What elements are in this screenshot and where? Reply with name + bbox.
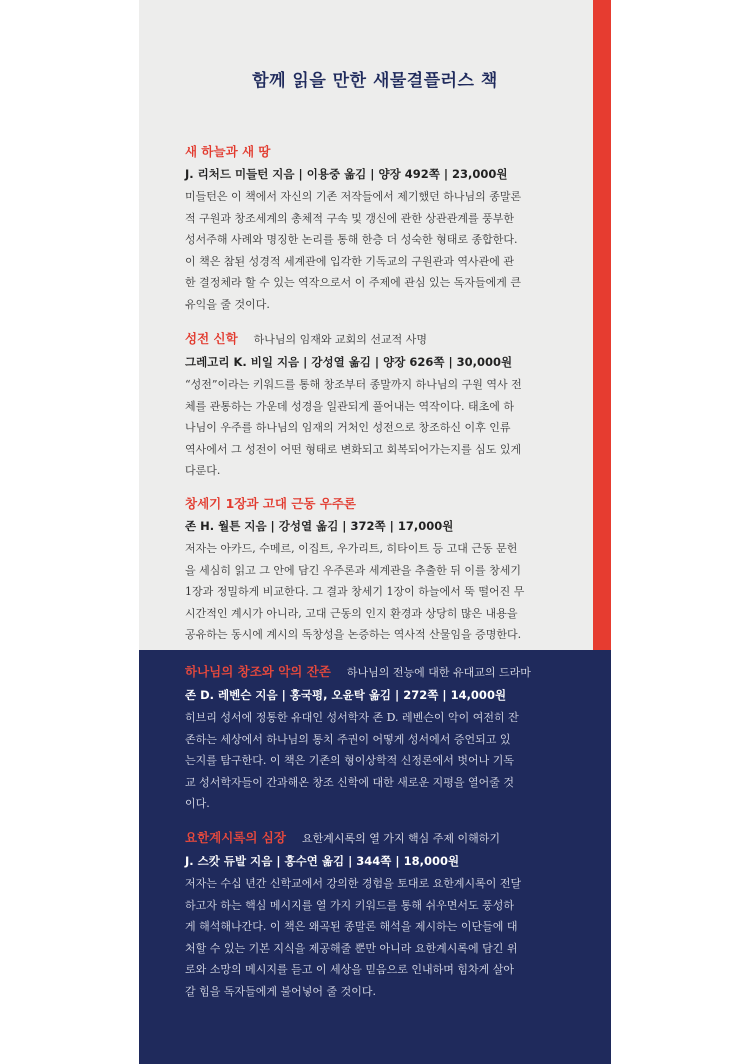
book-description bbox=[185, 186, 565, 316]
description-line: 공유하는 동시에 계시의 독창성을 논증하는 역사적 산물임을 증명한다. bbox=[185, 628, 522, 642]
description-line: 이다. bbox=[185, 797, 210, 811]
book-title-line bbox=[185, 330, 565, 349]
description-line: 갈 힘을 독자들에게 불어넣어 줄 것이다. bbox=[185, 984, 376, 998]
description-line: 히브리 성서에 정통한 유대인 성서학자 존 D. 레벤슨이 악이 여전히 잔 bbox=[185, 711, 519, 724]
book-subtitle: 하나님의 임재와 교회의 선교적 사명 bbox=[253, 333, 428, 346]
description-line: 역사에서 그 성전이 어떤 형태로 변화되고 회복되어가는지를 심도 있게 bbox=[185, 442, 522, 456]
description-line: 을 세심히 읽고 그 안에 담긴 우주론과 세계관을 추출한 뒤 이를 창세기 bbox=[185, 563, 521, 577]
description-line: 저자는 아카드, 수메르, 이집트, 우가리트, 히타이트 등 고대 근동 문헌 bbox=[185, 542, 518, 555]
book-title-line bbox=[185, 663, 565, 682]
book-entry bbox=[185, 143, 565, 316]
book-entry bbox=[185, 663, 565, 815]
description-line: 게 해석해나간다. 이 책은 왜곡된 종말론 해석을 제시하는 이단들에 대 bbox=[185, 920, 518, 934]
book-description bbox=[185, 538, 565, 646]
page-heading: 함께 읽을 만한 새물결플러스 책 bbox=[252, 71, 498, 91]
description-line: 나님이 우주를 하나님의 임재의 거처인 성전으로 창조하신 이후 인류 bbox=[185, 421, 511, 435]
book-description bbox=[185, 873, 565, 1003]
book-subtitle: 하나님의 전능에 대한 유대교의 드라마 bbox=[346, 666, 531, 679]
book-description bbox=[185, 707, 565, 815]
book-entry bbox=[185, 495, 565, 646]
book-meta: J. 스캇 듀발 지음 | 홍수연 옮김 | 344쪽 | 18,000원 bbox=[185, 854, 460, 868]
description-line: 존하는 세상에서 하나님의 통치 주권이 어떻게 성서에서 증언되고 있 bbox=[185, 732, 511, 746]
description-line: 체를 관통하는 가운데 성경을 일관되게 풀어내는 역작이다. 태초에 하 bbox=[185, 399, 514, 413]
book-description bbox=[185, 374, 565, 482]
book-entry bbox=[185, 330, 565, 482]
book-title: 새 하늘과 새 땅 bbox=[185, 144, 271, 159]
description-line: 시간적인 계시가 아니라, 고대 근동의 인지 환경과 상당히 많은 내용을 bbox=[185, 606, 518, 620]
description-line: 이 책은 참된 성경적 세계관에 입각한 기독교의 구원관과 역사관에 관 bbox=[185, 254, 514, 268]
description-line: 적 구원과 창조세계의 총체적 구속 및 갱신에 관한 상관관계를 풍부한 bbox=[185, 211, 514, 225]
book-meta: 그레고리 K. 비일 지음 | 강성열 옮김 | 양장 626쪽 | 30,000원 bbox=[185, 355, 513, 369]
description-line: “성전”이라는 키워드를 통해 창조부터 종말까지 하나님의 구원 역사 전 bbox=[185, 378, 522, 391]
book-meta: 존 H. 월튼 지음 | 강성열 옮김 | 372쪽 | 17,000원 bbox=[185, 519, 454, 533]
description-line: 로와 소망의 메시지를 듣고 이 세상을 믿음으로 인내하며 힘차게 살아 bbox=[185, 963, 514, 977]
book-title-line bbox=[185, 829, 565, 848]
description-line: 유익을 줄 것이다. bbox=[185, 297, 270, 311]
book-title-line bbox=[185, 143, 565, 161]
description-line: 한 결정체라 할 수 있는 역작으로서 이 주제에 관심 있는 독자들에게 큰 bbox=[185, 276, 521, 290]
book-title: 요한계시록의 심장 bbox=[185, 830, 286, 845]
book-title: 하나님의 창조와 악의 잔존 bbox=[185, 664, 331, 679]
description-line: 교 성서학자들이 간과해온 창조 신학에 대한 새로운 지평을 열어줄 것 bbox=[185, 775, 514, 789]
description-line: 성서주해 사례와 명징한 논리를 통해 한층 더 성숙한 형태로 종합한다. bbox=[185, 233, 518, 247]
description-line: 저자는 수십 년간 신학교에서 강의한 경험을 토대로 요한계시록이 전달 bbox=[185, 877, 522, 890]
book-entry bbox=[185, 829, 565, 1003]
description-line: 다룬다. bbox=[185, 464, 221, 478]
description-line: 미들턴은 이 책에서 자신의 기존 저작들에서 제기했던 하나님의 종말론 bbox=[185, 190, 522, 203]
description-line: 처할 수 있는 기본 지식을 제공해줄 뿐만 아니라 요한계시록에 담긴 위 bbox=[185, 941, 518, 955]
book-list-page bbox=[139, 0, 611, 1064]
description-line: 하고자 하는 핵심 메시지를 열 가지 키워드를 통해 쉬우면서도 풍성하 bbox=[185, 898, 514, 912]
description-line: 1장과 정밀하게 비교한다. 그 결과 창세기 1장이 하늘에서 뚝 떨어진 무 bbox=[185, 585, 525, 599]
book-meta: J. 리처드 미들턴 지음 | 이용중 옮김 | 양장 492쪽 | 23,000원 bbox=[185, 167, 508, 181]
book-title: 성전 신학 bbox=[185, 331, 238, 346]
book-meta: 존 D. 레벤슨 지음 | 홍국평, 오윤탁 옮김 | 272쪽 | 14,000원 bbox=[185, 688, 507, 702]
description-line: 는지를 탐구한다. 이 책은 기존의 형이상학적 신정론에서 벗어나 기독 bbox=[185, 754, 514, 768]
book-title: 창세기 1장과 고대 근동 우주론 bbox=[185, 496, 357, 511]
book-title-line bbox=[185, 495, 565, 513]
red-accent-strip bbox=[593, 0, 611, 650]
book-subtitle: 요한계시록의 열 가지 핵심 주제 이해하기 bbox=[301, 832, 501, 845]
